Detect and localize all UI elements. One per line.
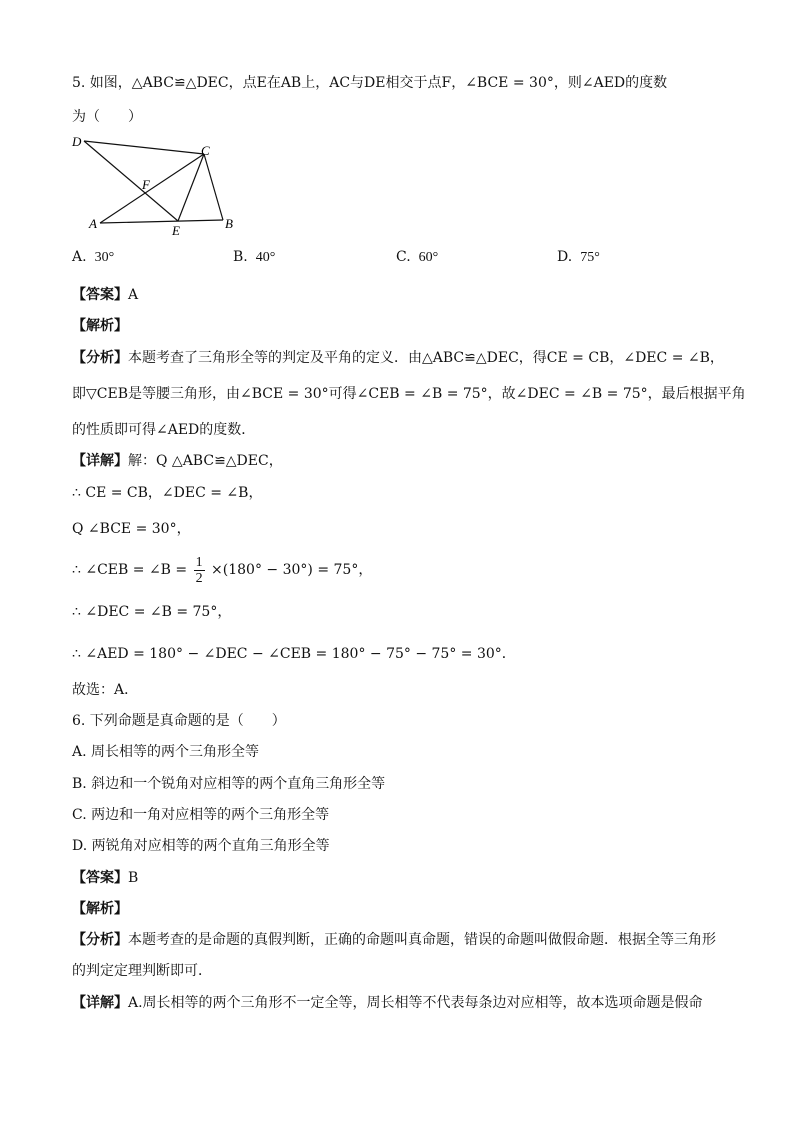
q5-option-b (233, 249, 275, 266)
q5-analysis-tag (72, 316, 128, 336)
fraction-numerator: 1 (195, 554, 203, 570)
detail-tag: 【详解】 (72, 453, 128, 469)
q5-detail-line5: ∴ ∠DEC = ∠B = 75°， (72, 604, 232, 620)
analysis-tag: 【解析】 (72, 901, 128, 917)
option-value: 30° (94, 250, 115, 265)
q5-detail-line2: ∴ CE = CB，∠DEC = ∠B， (72, 485, 263, 501)
option-value: 40° (255, 250, 276, 265)
q5-detail-line6: ∴ ∠AED = 180° − ∠DEC − ∠CEB = 180° − 75° − 75° = 30°． (72, 646, 516, 662)
q6-fenxi-line1 (72, 930, 716, 950)
q5-detail-line4 (72, 553, 372, 587)
fenxi-text: 本题考查的是命题的真假判断，正确的命题叫真命题，错误的命题叫做假命题．根据全等三角形 (128, 932, 716, 948)
option-letter: A. (72, 249, 87, 265)
answer-tag: 【答案】 (72, 870, 128, 886)
answer-value: A (128, 287, 139, 303)
analysis-tag: 【解析】 (72, 318, 128, 334)
q6-analysis-tag (72, 899, 128, 919)
option-value: 60° (418, 250, 439, 265)
point-label-a: A (89, 216, 97, 231)
q5-option-c (396, 249, 438, 266)
q5-detail-line3: Q ∠BCE = 30°， (72, 521, 191, 537)
q5-fenxi-line2: 即▽CEB是等腰三角形，由∠BCE = 30°可得∠CEB = ∠B = 75°，故∠DEC = ∠B = 75°，最后根据平角 (72, 386, 746, 402)
q5-option-d (557, 249, 600, 266)
detail-text: A.周长相等的两个三角形不一定全等，周长相等不代表每条边对应相等，故本选项命题是假命 (128, 995, 703, 1011)
fenxi-tag: 【分析】 (72, 350, 128, 366)
fenxi-text: 本题考查了三角形全等的判定及平角的定义．由△ABC≌△DEC，得CE = CB，∠DEC = ∠B， (128, 350, 724, 366)
option-letter: C. (396, 249, 411, 265)
option-letter: B. (233, 249, 248, 265)
fraction-one-half (194, 555, 205, 586)
point-label-e: E (172, 223, 180, 238)
q5-stem-line1: 5. 如图，△ABC≌△DEC，点E在AB上，AC与DE相交于点F，∠BCE = 30°，则∠AED的度数 (72, 75, 668, 91)
point-label-b: B (225, 216, 233, 231)
point-label-d: D (72, 134, 82, 149)
q6-answer (72, 868, 138, 888)
detail-line4-suffix: ×(180° − 30°) = 75°， (211, 562, 373, 578)
point-label-c: C (201, 143, 210, 158)
point-label-f: F (142, 177, 150, 192)
q6-fenxi-line2: 的判定定理判断即可． (72, 963, 212, 979)
q5-figure (68, 132, 248, 242)
fenxi-tag: 【分析】 (72, 932, 128, 948)
q6-option-b: B. 斜边和一个锐角对应相等的两个直角三角形全等 (72, 776, 386, 792)
q5-detail-line1 (72, 451, 283, 471)
q5-fenxi-line1 (72, 348, 724, 368)
answer-tag: 【答案】 (72, 287, 128, 303)
q5-fenxi-line3: 的性质即可得∠AED的度数． (72, 422, 256, 438)
q5-answer (72, 285, 138, 305)
q6-option-a: A. 周长相等的两个三角形全等 (72, 744, 260, 760)
q5-select-line: 故选：A． (72, 682, 139, 698)
detail-tag: 【详解】 (72, 995, 128, 1011)
answer-value: B (128, 870, 139, 886)
detail-text: 解：Q △ABC≌△DEC， (128, 453, 283, 469)
q6-option-c: C. 两边和一角对应相等的两个三角形全等 (72, 807, 330, 823)
q5-stem-line2: 为（ ） (72, 109, 142, 125)
q6-detail-line1 (72, 993, 703, 1013)
q5-option-a (72, 249, 114, 266)
option-letter: D. (557, 249, 573, 265)
option-value: 75° (580, 250, 600, 265)
q6-option-d: D. 两锐角对应相等的两个直角三角形全等 (72, 838, 330, 854)
detail-line4-prefix: ∴ ∠CEB = ∠B = (72, 562, 188, 578)
fraction-denominator: 2 (195, 570, 203, 586)
q6-stem: 6. 下列命题是真命题的是（ ） (72, 713, 286, 729)
